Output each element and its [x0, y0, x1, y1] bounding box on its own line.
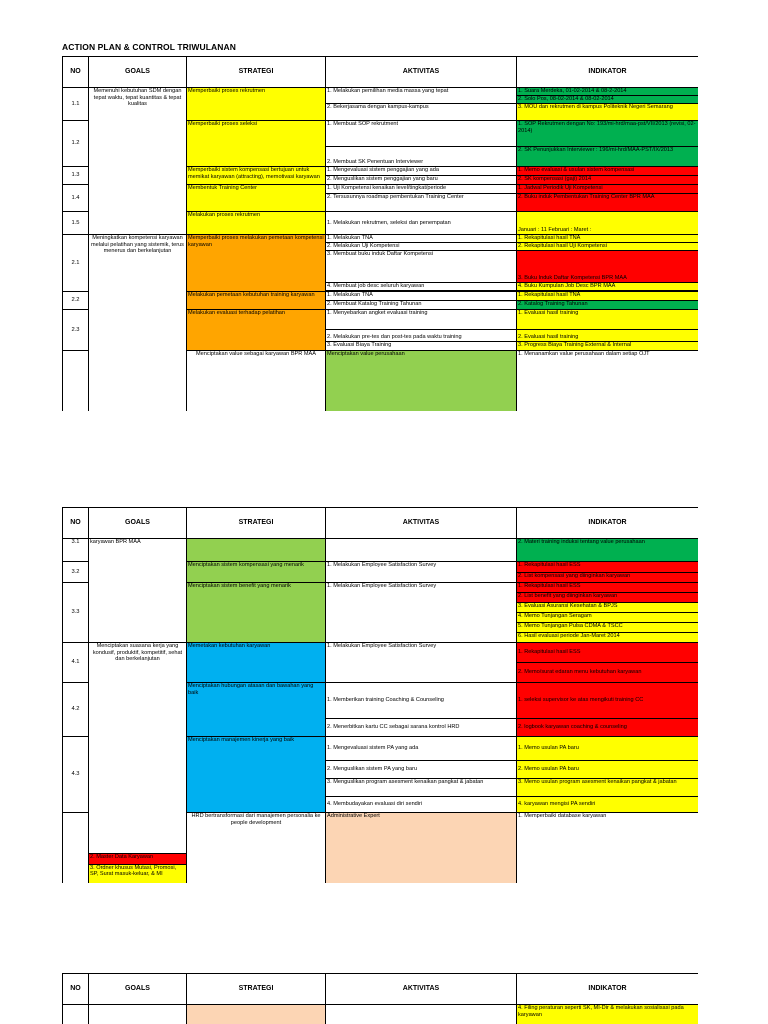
- goal-cell: Memenuhi kebutuhan SDM dengan tepat waktu, tepat kuantitas & tepat kualitas: [89, 88, 187, 235]
- goal-cell: karyawan BPR MAA: [89, 539, 187, 643]
- table-row: [63, 235, 699, 243]
- indikator-cell: 2. Memo/surat edaran menu kebutuhan karyawan: [517, 663, 699, 683]
- aktivitas-cell: 1. Uji Kompetensi kenaikan level/tingkat/periode: [326, 185, 517, 194]
- strategi-cell: Membentuk Training Center: [187, 185, 326, 212]
- indikator-cell: 4. Filing peraturan seperti SK, MI-Dir & melakukan sosialisasi pada karyawan: [517, 1005, 699, 1024]
- header-goals: GOALS: [89, 508, 187, 539]
- row-number: 4.2: [63, 683, 89, 737]
- indikator-cell: 3. Buku Induk Daftar Kompetensi BPR MAA: [517, 251, 699, 283]
- table-page-1: [62, 56, 698, 411]
- strategi-cell: Menciptakan manajemen kinerja yang baik: [187, 737, 326, 813]
- strategi-cell: Melakukan evaluasi terhadap pelatihan: [187, 310, 326, 351]
- row-number: 1.3: [63, 167, 89, 185]
- aktivitas-cell: 4. Membudayakan evaluasi diri sendiri: [326, 797, 517, 813]
- header-aktivitas: AKTIVITAS: [326, 57, 517, 88]
- indikator-cell: 2. Katalog Training Tahunan: [517, 301, 699, 310]
- indikator-cell: 2. Memo usulan PA baru: [517, 761, 699, 779]
- header-goals: GOALS: [89, 57, 187, 88]
- aktivitas-cell: 2. Melakukan pre-tes dan post-tes pada waktu training: [326, 330, 517, 342]
- aktivitas-cell: 1. Melakukan Employee Satisfaction Survey: [326, 562, 517, 583]
- indikator-cell: 2. Rekapitulasi hasil Uji Kompetensi: [517, 243, 699, 251]
- indikator-cell: 2. Solo Pos, 08-02-2014 & 08-02-2014: [517, 96, 699, 104]
- aktivitas-cell: 1. Melakukan TNA: [326, 235, 517, 243]
- aktivitas-cell: 1. Menyebarkan angket evaluasi training: [326, 310, 517, 330]
- aktivitas-cell: 1. Membuat SOP rekrutment: [326, 121, 517, 147]
- strategi-cell: Memetakan kebutuhan karyawan: [187, 643, 326, 683]
- aktivitas-cell: 3. Membuat buku induk Daftar Kompetensi: [326, 251, 517, 283]
- indikator-cell: 1. Memo usulan PA baru: [517, 737, 699, 761]
- action-plan-table-1: [62, 56, 698, 411]
- indikator-cell: 4. Memo Tunjangan Seragam: [517, 613, 699, 623]
- aktivitas-cell: 1. Memberikan training Coaching & Counseling: [326, 683, 517, 719]
- row-number: 1.5: [63, 212, 89, 235]
- aktivitas-cell: 1. Mengevaluasi sistem penggajian yang ada: [326, 167, 517, 176]
- header-no: NO: [63, 974, 89, 1005]
- row-number: 4.1: [63, 643, 89, 683]
- header-goals: GOALS: [89, 974, 187, 1005]
- goal-cell: HRD bertransformasi dari manajemen personalia ke people development: [187, 813, 326, 884]
- aktivitas-cell: 1. Menanamkan value perusahaan dalam setiap OJT: [517, 351, 699, 412]
- strategi-cell: Memperbaiki proses seleksi: [187, 121, 326, 167]
- indikator-cell: 6. Hasil evaluasi periode Jan-Maret 2014: [517, 633, 699, 643]
- strategi-cell: [187, 1005, 326, 1024]
- strategi-cell: Memperbaiki sistem kompensasi bertujuan untuk memikat karyawan (attracting), memotivasi karyawan: [187, 167, 326, 185]
- strategi-cell: Melakukan proses rekrutmen: [187, 212, 326, 235]
- indikator-cell: 1. Memo evaluasi & usulan sistem kompensasi: [517, 167, 699, 176]
- strategi-cell: Administrative Expert: [326, 813, 517, 884]
- indikator-cell: 2. Evaluasi hasil training: [517, 330, 699, 342]
- indikator-cell: 3. Progress Biaya Training External & Internal: [517, 342, 699, 351]
- aktivitas-cell: 2. Membuat Katalog Training Tahunan: [326, 301, 517, 310]
- header-no: NO: [63, 508, 89, 539]
- no-cell: [63, 1005, 89, 1024]
- indikator-cell: 2. SK kompensasi (gaji) 2014: [517, 176, 699, 185]
- indikator-cell: 1. Rekapitulasi hasil ESS: [517, 583, 699, 593]
- page-title: ACTION PLAN & CONTROL TRIWULANAN: [62, 42, 236, 52]
- aktivitas-cell: 2. Bekerjasama dengan kampus-kampus: [326, 104, 517, 121]
- indikator-cell: 3. Memo usulan program asesment kenaikan pangkat & jabatan: [517, 779, 699, 797]
- strategi-cell: Memperbaiki proses melakukan pemetaan kompetensi karyawan: [187, 235, 326, 292]
- header-indikator: INDIKATOR: [517, 57, 699, 88]
- aktivitas-cell: [326, 1005, 517, 1024]
- indikator-cell: 1. Evaluasi hasil training: [517, 310, 699, 330]
- row-number: 3.2: [63, 562, 89, 583]
- header-aktivitas: AKTIVITAS: [326, 974, 517, 1005]
- indikator-cell: Januari : 11 Februari : Maret :: [517, 212, 699, 235]
- header-indikator: INDIKATOR: [517, 508, 699, 539]
- goal-cell: Menciptakan value sebagai karyawan BPR MAA: [187, 351, 326, 412]
- header-row: [63, 508, 699, 539]
- table-page-2: [62, 507, 698, 883]
- row-number: 3.1: [63, 539, 89, 562]
- aktivitas-cell: 2. Menguslikan sistem penggajian yang baru: [326, 176, 517, 185]
- table-row: [63, 1005, 699, 1024]
- header-strategi: STRATEGI: [187, 57, 326, 88]
- row-number: 2.1: [63, 235, 89, 292]
- aktivitas-cell: 2. Menguslikan sistem PA yang baru: [326, 761, 517, 779]
- row-number: 3.3: [63, 583, 89, 643]
- aktivitas-cell: 4. Membuat job desc seluruh karyawan: [326, 283, 517, 291]
- indikator-cell: 2. logbook karyawan coaching & counseling: [517, 719, 699, 737]
- header-row: [63, 974, 699, 1005]
- indikator-cell: 1. Suara Merdeka, 01-02-2014 & 08-2-2014: [517, 88, 699, 96]
- indikator-cell: 2. Master Data Karyawan: [89, 853, 187, 864]
- strategi-cell: Melakukan pemetaan kebutuhan training karyawan: [187, 292, 326, 310]
- indikator-cell: 2. List kompensasi yang diinginkan karyawan: [517, 573, 699, 583]
- row-number: 1.1: [63, 88, 89, 121]
- header-strategi: STRATEGI: [187, 974, 326, 1005]
- row-number: 1.4: [63, 185, 89, 212]
- header-indikator: INDIKATOR: [517, 974, 699, 1005]
- goal-cell: Meningkatkan kompetensi karyawan melalui pelatihan yang sistemik, terus menerus dan berkelanjutan: [89, 235, 187, 412]
- indikator-cell: 1. Rekapitulasi hasil ESS: [517, 562, 699, 573]
- header-row: [63, 57, 699, 88]
- header-no: NO: [63, 57, 89, 88]
- goal-cell: [89, 1005, 187, 1024]
- strategi-cell: Menciptakan hubungan atasan dan bawahan yang baik: [187, 683, 326, 737]
- aktivitas-cell: 3. Evaluasi Biaya Training: [326, 342, 517, 351]
- strategi-cell: Menciptakan sistem benefit yang menarik: [187, 583, 326, 643]
- indikator-cell: 3. Evaluasi Asuransi Kesehatan & BPJS: [517, 603, 699, 613]
- aktivitas-cell: 1. Melakukan Employee Satisfaction Survey: [326, 643, 517, 683]
- indikator-cell: 2. List benefit yang diinginkan karyawan: [517, 593, 699, 603]
- aktivitas-cell: 2. Tersusunnya roadmap pembentukan Training Center: [326, 194, 517, 212]
- aktivitas-cell: 1. Melakukan pemilihan media massa yang tepat: [326, 88, 517, 104]
- goal-cell: Menciptakan suasana kerja yang kondusif, produktif, kompetitif, sehat dan berkelanjutan: [89, 643, 187, 854]
- table-row: [63, 88, 699, 96]
- indikator-cell: 3. MOU dan rekrutmen di kampus Politeknik Negeri Semarang: [517, 104, 699, 121]
- indikator-cell: 1. seleksi supervisor ke atas mengikuti training CC: [517, 683, 699, 719]
- aktivitas-cell: 1. Melakukan rekrutmen, seleksi dan penempatan: [326, 212, 517, 235]
- row-number: 1.2: [63, 121, 89, 167]
- row-number: [63, 813, 89, 884]
- row-number: 4.3: [63, 737, 89, 813]
- indikator-cell: 4. Buku Kumpulan Job Desc BPR MAA: [517, 283, 699, 291]
- table-row: [63, 539, 699, 562]
- indikator-cell: 1. Jadwal Periodik Uji Kompetensi: [517, 185, 699, 194]
- indikator-cell: 1. SOP Rekrutmen dengan No: 193/mi-hrd/maa-pst/VII/2013 (revisi, 02-2014): [517, 121, 699, 147]
- header-aktivitas: AKTIVITAS: [326, 508, 517, 539]
- row-number: [63, 351, 89, 412]
- action-plan-table-2: [62, 507, 698, 883]
- indikator-cell: 1. Rekapitulasi hasil TNA: [517, 235, 699, 243]
- table-page-3: [62, 973, 698, 1024]
- indikator-cell: 5. Memo Tunjangan Pulsa CDMA & TSCC: [517, 623, 699, 633]
- action-plan-table-3: [62, 973, 698, 1024]
- indikator-cell: 1. Rekapitulasi hasil ESS: [517, 643, 699, 663]
- strategi-cell: Memperbaiki proses rekrutmen: [187, 88, 326, 121]
- aktivitas-cell: 3. Menguslikan program asesment kenaikan pangkat & jabatan: [326, 779, 517, 797]
- indikator-cell: 3. Ordner khusus Mutasi, Promosi, SP, Surat masuk-keluar, & MI: [89, 864, 187, 883]
- indikator-cell: 2. SK Penunjukkan Interviewer : 196/mi-hrd/MAA-PST/IX/2013: [517, 147, 699, 167]
- aktivitas-cell: 1. Memperbaiki database karyawan: [517, 813, 699, 884]
- row-number: 2.3: [63, 310, 89, 351]
- indikator-cell: 2. Materi training induksi tentang value perusahaan: [517, 539, 699, 562]
- header-strategi: STRATEGI: [187, 508, 326, 539]
- aktivitas-cell: 1. Melakukan Employee Satisfaction Survey: [326, 583, 517, 643]
- aktivitas-cell: 2. Menerbitkan kartu CC sebagai sarana kontrol HRD: [326, 719, 517, 737]
- indikator-cell: 4. karyawan mengisi PA sendiri: [517, 797, 699, 813]
- strategi-cell: [187, 539, 326, 562]
- aktivitas-cell: [326, 539, 517, 562]
- aktivitas-cell: 2. Membuat SK Penentuan Interviewer: [326, 147, 517, 167]
- strategi-cell: Menciptakan value perusahaan: [326, 351, 517, 412]
- aktivitas-cell: 1. Melakukan TNA: [326, 292, 517, 301]
- indikator-cell: 1. Rekapitulasi hasil TNA: [517, 292, 699, 301]
- indikator-cell: 2. Buku induk Pembentukan Training Center BPR MAA: [517, 194, 699, 212]
- row-number: 2.2: [63, 292, 89, 310]
- aktivitas-cell: 1. Mengevaluasi sistem PA yang ada: [326, 737, 517, 761]
- aktivitas-cell: 2. Melakukan Uji Kompetensi: [326, 243, 517, 251]
- table-row: [63, 643, 699, 663]
- strategi-cell: Menciptakan sistem kompensasi yang menarik: [187, 562, 326, 583]
